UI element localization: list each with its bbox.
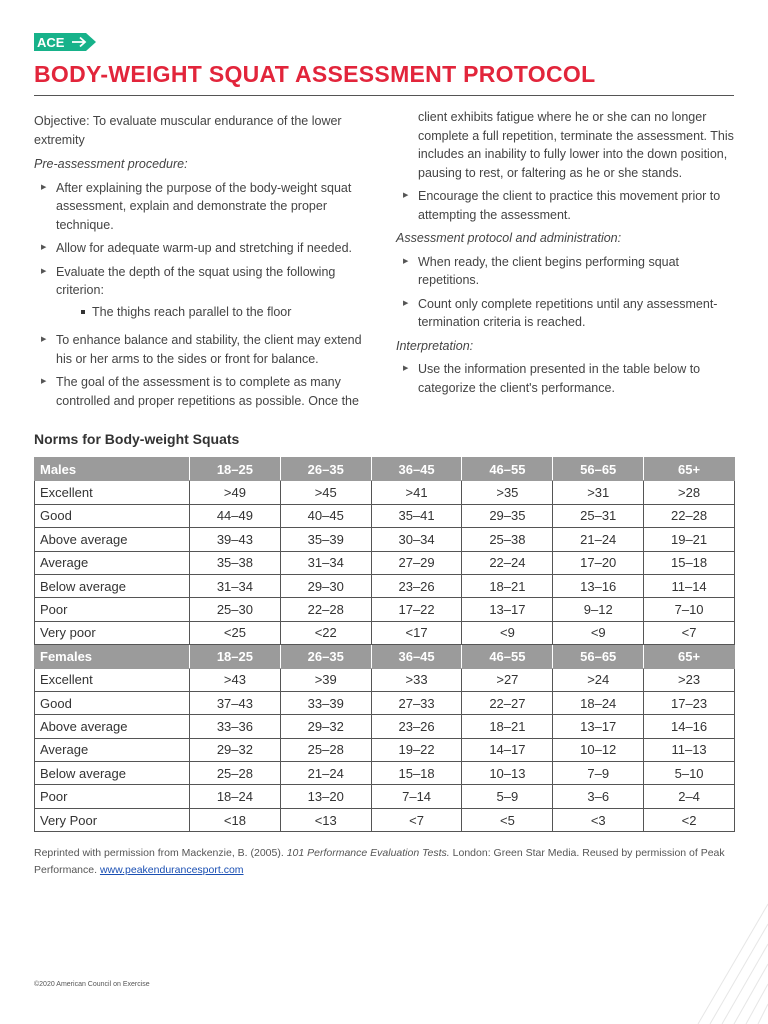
rating-label: Good (35, 504, 190, 527)
table-cell: 22–28 (644, 504, 735, 527)
interpretation-list (396, 360, 741, 397)
table-cell: >41 (371, 481, 462, 504)
table-cell: 29–32 (280, 715, 371, 738)
age-group-header: 18–25 (190, 458, 281, 481)
table-cell: <5 (462, 808, 553, 831)
table-cell: >45 (280, 481, 371, 504)
table-cell: >33 (371, 668, 462, 691)
table-cell: <9 (462, 621, 553, 644)
page-title: BODY-WEIGHT SQUAT ASSESSMENT PROTOCOL (34, 61, 596, 87)
table-row (35, 668, 735, 691)
table-row (35, 574, 735, 597)
table-cell: 25–28 (190, 762, 281, 785)
table-cell: 35–41 (371, 504, 462, 527)
table-cell: <18 (190, 808, 281, 831)
rating-label: Average (35, 551, 190, 574)
table-row (35, 715, 735, 738)
table-row (35, 738, 735, 761)
list-item: ▶ Use the information presented in the table below to categorize the client's performance. (396, 360, 741, 397)
table-cell: 29–35 (462, 504, 553, 527)
table-cell: 22–28 (280, 598, 371, 621)
table-cell: 15–18 (371, 762, 462, 785)
peak-endurance-link[interactable]: www.peakendurancesport.com (99, 863, 244, 876)
rating-label: Very poor (35, 621, 190, 644)
table-cell: 23–26 (371, 574, 462, 597)
table-cell: 25–31 (553, 504, 644, 527)
males-header-row (35, 458, 735, 481)
table-cell: <3 (553, 808, 644, 831)
table-row (35, 808, 735, 831)
list-item: ▶ Allow for adequate warm-up and stretching if needed. (34, 239, 379, 258)
rating-label: Poor (35, 598, 190, 621)
age-group-header: 46–55 (462, 458, 553, 481)
age-group-header: 56–65 (553, 645, 644, 668)
table-cell: 17–20 (553, 551, 644, 574)
table-cell: 35–38 (190, 551, 281, 574)
table-cell: 17–22 (371, 598, 462, 621)
table-cell: 18–24 (553, 691, 644, 714)
table-cell: <25 (190, 621, 281, 644)
rating-label: Excellent (35, 668, 190, 691)
norms-table (34, 457, 735, 832)
table-cell: 17–23 (644, 691, 735, 714)
table-cell: 13–16 (553, 574, 644, 597)
table-cell: 21–24 (280, 762, 371, 785)
table-cell: 3–6 (553, 785, 644, 808)
table-cell: 10–12 (553, 738, 644, 761)
table-row (35, 598, 735, 621)
table-cell: 19–22 (371, 738, 462, 761)
protocol-list (396, 253, 741, 332)
rating-label: Above average (35, 715, 190, 738)
table-cell: 39–43 (190, 528, 281, 551)
rating-label: Above average (35, 528, 190, 551)
table-cell: <2 (644, 808, 735, 831)
table-cell: 19–21 (644, 528, 735, 551)
age-group-header: 56–65 (553, 458, 644, 481)
rating-label: Below average (35, 762, 190, 785)
table-cell: >49 (190, 481, 281, 504)
table-cell: 31–34 (190, 574, 281, 597)
list-item: ▶ After explaining the purpose of the body-weight squat assessment, explain and demonstrate the proper technique. (34, 179, 379, 235)
table-cell: 25–30 (190, 598, 281, 621)
table-cell: 5–10 (644, 762, 735, 785)
age-group-header: 18–25 (190, 645, 281, 668)
table-cell: 18–21 (462, 574, 553, 597)
table-cell: 33–36 (190, 715, 281, 738)
protocol-heading: Assessment protocol and administration: (396, 231, 622, 245)
table-cell: >24 (553, 668, 644, 691)
practice-list (396, 187, 741, 224)
age-group-header: 36–45 (371, 645, 462, 668)
objective-text: Objective: To evaluate muscular endurance of the lower extremity (34, 114, 342, 147)
copyright-footer: ©2020 American Council on Exercise (34, 981, 150, 988)
rating-label: Poor (35, 785, 190, 808)
logo-text: ACE (37, 35, 65, 50)
table-cell: >31 (553, 481, 644, 504)
table-cell: 29–32 (190, 738, 281, 761)
table-row (35, 481, 735, 504)
table-cell: 7–9 (553, 762, 644, 785)
list-item: ▶ Count only complete repetitions until any assessment-termination criteria is reached. (396, 295, 741, 332)
table-cell: <17 (371, 621, 462, 644)
rating-label: Good (35, 691, 190, 714)
criterion-list (56, 303, 379, 322)
table-cell: 9–12 (553, 598, 644, 621)
age-group-header: 26–35 (280, 458, 371, 481)
table-cell: >43 (190, 668, 281, 691)
list-item: ▶ Encourage the client to practice this movement prior to attempting the assessment. (396, 187, 741, 224)
table-cell: 11–13 (644, 738, 735, 761)
list-item: ▶ The goal of the assessment is to complete as many controlled and proper repetitions as possible. Once the (34, 373, 379, 410)
table-cell: 15–18 (644, 551, 735, 574)
criterion-item: The thighs reach parallel to the floor (56, 303, 379, 322)
credit-text-2: London: Green Star Media. Reused by permission of Peak Performance. (34, 847, 725, 876)
table-cell: 23–26 (371, 715, 462, 738)
table-cell: 13–17 (462, 598, 553, 621)
table-cell: >39 (280, 668, 371, 691)
age-group-header: 36–45 (371, 458, 462, 481)
table-cell: 18–21 (462, 715, 553, 738)
table-cell: 40–45 (280, 504, 371, 527)
table-cell: 25–38 (462, 528, 553, 551)
interpretation-heading: Interpretation: (396, 338, 474, 353)
table-cell: <9 (553, 621, 644, 644)
table-cell: 18–24 (190, 785, 281, 808)
table-cell: 27–29 (371, 551, 462, 574)
table-row (35, 621, 735, 644)
table-cell: 10–13 (462, 762, 553, 785)
table-cell: 33–39 (280, 691, 371, 714)
book-title: 101 Performance Evaluation Tests. (286, 847, 450, 859)
table-cell: 21–24 (553, 528, 644, 551)
table-cell: 37–43 (190, 691, 281, 714)
table-cell: 29–30 (280, 574, 371, 597)
table-cell: 27–33 (371, 691, 462, 714)
credit-text: Reprinted with permission from Mackenzie, B. (2005). (34, 847, 284, 859)
table-cell: 11–14 (644, 574, 735, 597)
table-cell: 7–14 (371, 785, 462, 808)
table-cell: 13–17 (553, 715, 644, 738)
table-cell: 25–28 (280, 738, 371, 761)
table-cell: 22–24 (462, 551, 553, 574)
table-cell: 14–16 (644, 715, 735, 738)
norms-table-title: Norms for Body-weight Squats (34, 431, 240, 447)
males-section-label: Males (35, 458, 190, 481)
pre-assessment-list (34, 179, 379, 411)
table-row (35, 762, 735, 785)
table-cell: 7–10 (644, 598, 735, 621)
table-cell: 14–17 (462, 738, 553, 761)
permission-credit (34, 845, 734, 878)
table-row (35, 691, 735, 714)
table-cell: <22 (280, 621, 371, 644)
table-cell: >28 (644, 481, 735, 504)
rating-label: Below average (35, 574, 190, 597)
age-group-header: 65+ (644, 458, 735, 481)
table-cell: 35–39 (280, 528, 371, 551)
females-header-row (35, 645, 735, 668)
list-item: ▶ When ready, the client begins performing squat repetitions. (396, 253, 741, 290)
table-row (35, 528, 735, 551)
right-column (396, 108, 741, 402)
table-cell: 31–34 (280, 551, 371, 574)
table-cell: <13 (280, 808, 371, 831)
rating-label: Average (35, 738, 190, 761)
table-cell: 30–34 (371, 528, 462, 551)
left-column (34, 112, 379, 415)
age-group-header: 65+ (644, 645, 735, 668)
list-item (34, 263, 379, 322)
rating-label: Very Poor (35, 808, 190, 831)
title-divider (34, 95, 734, 96)
table-cell: 13–20 (280, 785, 371, 808)
table-cell: >27 (462, 668, 553, 691)
table-cell: 5–9 (462, 785, 553, 808)
rating-label: Excellent (35, 481, 190, 504)
continued-text: client exhibits fatigue where he or she can no longer complete a full repetition, terminate the assessment. This includes an inability to fully lower into the down position, pausing to rest, or faltering as he or she stands. (418, 110, 734, 180)
age-group-header: 26–35 (280, 645, 371, 668)
table-cell: 22–27 (462, 691, 553, 714)
age-group-header: 46–55 (462, 645, 553, 668)
table-cell: >35 (462, 481, 553, 504)
decorative-stripes (658, 864, 768, 1024)
table-cell: 44–49 (190, 504, 281, 527)
table-row (35, 504, 735, 527)
table-cell: <7 (371, 808, 462, 831)
females-section-label: Females (35, 645, 190, 668)
list-item-text: Evaluate the depth of the squat using the following criterion: (56, 264, 336, 297)
ace-logo (34, 33, 96, 51)
table-cell: 2–4 (644, 785, 735, 808)
table-row (35, 551, 735, 574)
table-row (35, 785, 735, 808)
list-item: ▶ To enhance balance and stability, the client may extend his or her arms to the sides or front for balance. (34, 331, 379, 368)
table-cell: <7 (644, 621, 735, 644)
table-cell: >23 (644, 668, 735, 691)
pre-assessment-heading: Pre-assessment procedure: (34, 157, 188, 171)
